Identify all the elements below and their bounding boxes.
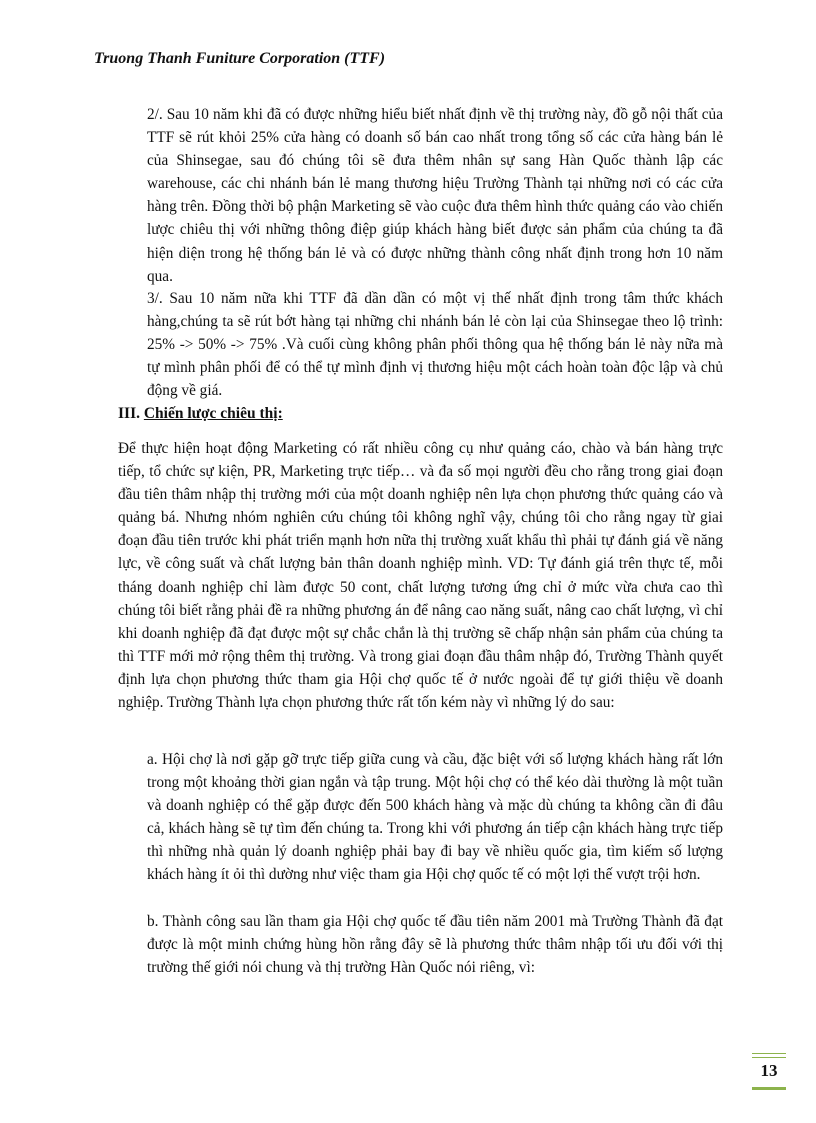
section-title: Chiến lược chiêu thị: <box>143 405 283 422</box>
document-header: Truong Thanh Funiture Corporation (TTF) <box>94 50 386 67</box>
page-number: 13 <box>760 1061 778 1080</box>
section-number: III. <box>118 405 144 422</box>
page-number-box <box>752 1053 786 1089</box>
section-heading <box>118 405 283 423</box>
paragraph-point-2: 2/. Sau 10 năm khi đã có được những hiểu biết nhất định về thị trường này, đồ gỗ nội thất của TTF sẽ rút khỏi 25% cửa hàng có doanh số bán cao nhất trong tổng số các cửa hàng bán lẻ của Shinsegae, sau đó chúng tôi sẽ đưa thêm nhân sự sang Hàn Quốc thành lập các warehouse, các chi nhánh bán lẻ mang thương hiệu Trường Thành tại những nơi có các cửa hàng trên. Đồng thời bộ phận Marketing sẽ vào cuộc đưa thêm hình thức quảng cáo vào chiến lược chiêu thị với những thông điệp giúp khách hàng biết được sản phẩm của chúng ta đã hiện diện trong hệ thống bán lẻ và có được những thành công nhất định trong hơn 10 năm qua. <box>147 106 723 285</box>
paragraph-reason-b: b. Thành công sau lần tham gia Hội chợ quốc tế đầu tiên năm 2001 mà Trường Thành đã đạt được là một minh chứng hùng hồn rằng đây sẽ là phương thức thâm nhập tối ưu đối với thị trường thế giới nói chung và thị trường Hàn Quốc nói riêng, vì: <box>147 913 723 977</box>
paragraph-point-3: 3/. Sau 10 năm nữa khi TTF đã dần dần có một vị thế nhất định trong tâm thức khách hàng,chúng ta sẽ rút bớt hàng tại những chi nhánh bán lẻ còn lại của Shinsegae theo lộ trình: 25% -> 50% -> 75% .Và cuối cùng không phân phối thông qua hệ thống bán lẻ này nữa mà tự mình phân phối để có thể tự mình định vị thương hiệu một cách hoàn toàn độc lập và chủ động về giá. <box>147 290 723 400</box>
page-number-bottom-rule <box>752 1087 786 1090</box>
page-number-top-rule <box>752 1053 786 1058</box>
paragraph-reason-a: a. Hội chợ là nơi gặp gỡ trực tiếp giữa cung và cầu, đặc biệt với số lượng khách hàng rất lớn trong một khoảng thời gian ngắn và tập trung. Một hội chợ có thể kéo dài thường là một tuần và doanh nghiệp có thể gặp được đến 500 khách hàng và mặc dù chúng ta không cần đi đâu cả, khách hàng sẽ tự tìm đến chúng ta. Trong khi với phương án tiếp cận khách hàng trực tiếp thì những nhà quản lý doanh nghiệp phải bay đi bay về nhiều quốc gia, tìm kiếm số lượng khách hàng ít ỏi thì dường như việc tham gia Hội chợ quốc tế có một lợi thế vượt trội hơn. <box>147 751 723 884</box>
paragraph-strategy-intro: Để thực hiện hoạt động Marketing có rất nhiều công cụ như quảng cáo, chào và bán hàng trực tiếp, tổ chức sự kiện, PR, Marketing trực tiếp… và đa số mọi người đều cho rằng trong giai đoạn đầu tiên thâm nhập thị trường mới của một doanh nghiệp nên lựa chọn phương thức quảng cáo và quảng bá. Nhưng nhóm nghiên cứu chúng tôi không nghĩ vậy, chúng tôi cho rằng ngay từ giai đoạn đầu tiên trước khi phát triển mạnh hơn nữa thị trường xuất khẩu thì phải tự đánh giá về năng lực, về công suất và chất lượng bản thân doanh nghiệp mình. VD: Tự đánh giá trên thực tế, mỗi tháng doanh nghiệp chỉ làm được 50 cont, chất lượng tương ứng chỉ ở mức vừa chưa cao thì chúng tôi biết rằng phải đề ra những phương án để nâng cao năng suất, nâng cao chất lượng, vì chỉ khi doanh nghiệp đã đạt được một sự chắc chắn là thị trường sẽ chấp nhận sản phẩm của chúng ta thì TTF mới mở rộng thêm thị trường. Và trong giai đoạn đầu thâm nhập đó, Trường Thành quyết định lựa chọn phương thức tham gia Hội chợ quốc tế ở nước ngoài để tự giới thiệu về doanh nghiệp. Trường Thành lựa chọn phương thức rất tốn kém này vì những lý do sau: <box>118 440 723 712</box>
